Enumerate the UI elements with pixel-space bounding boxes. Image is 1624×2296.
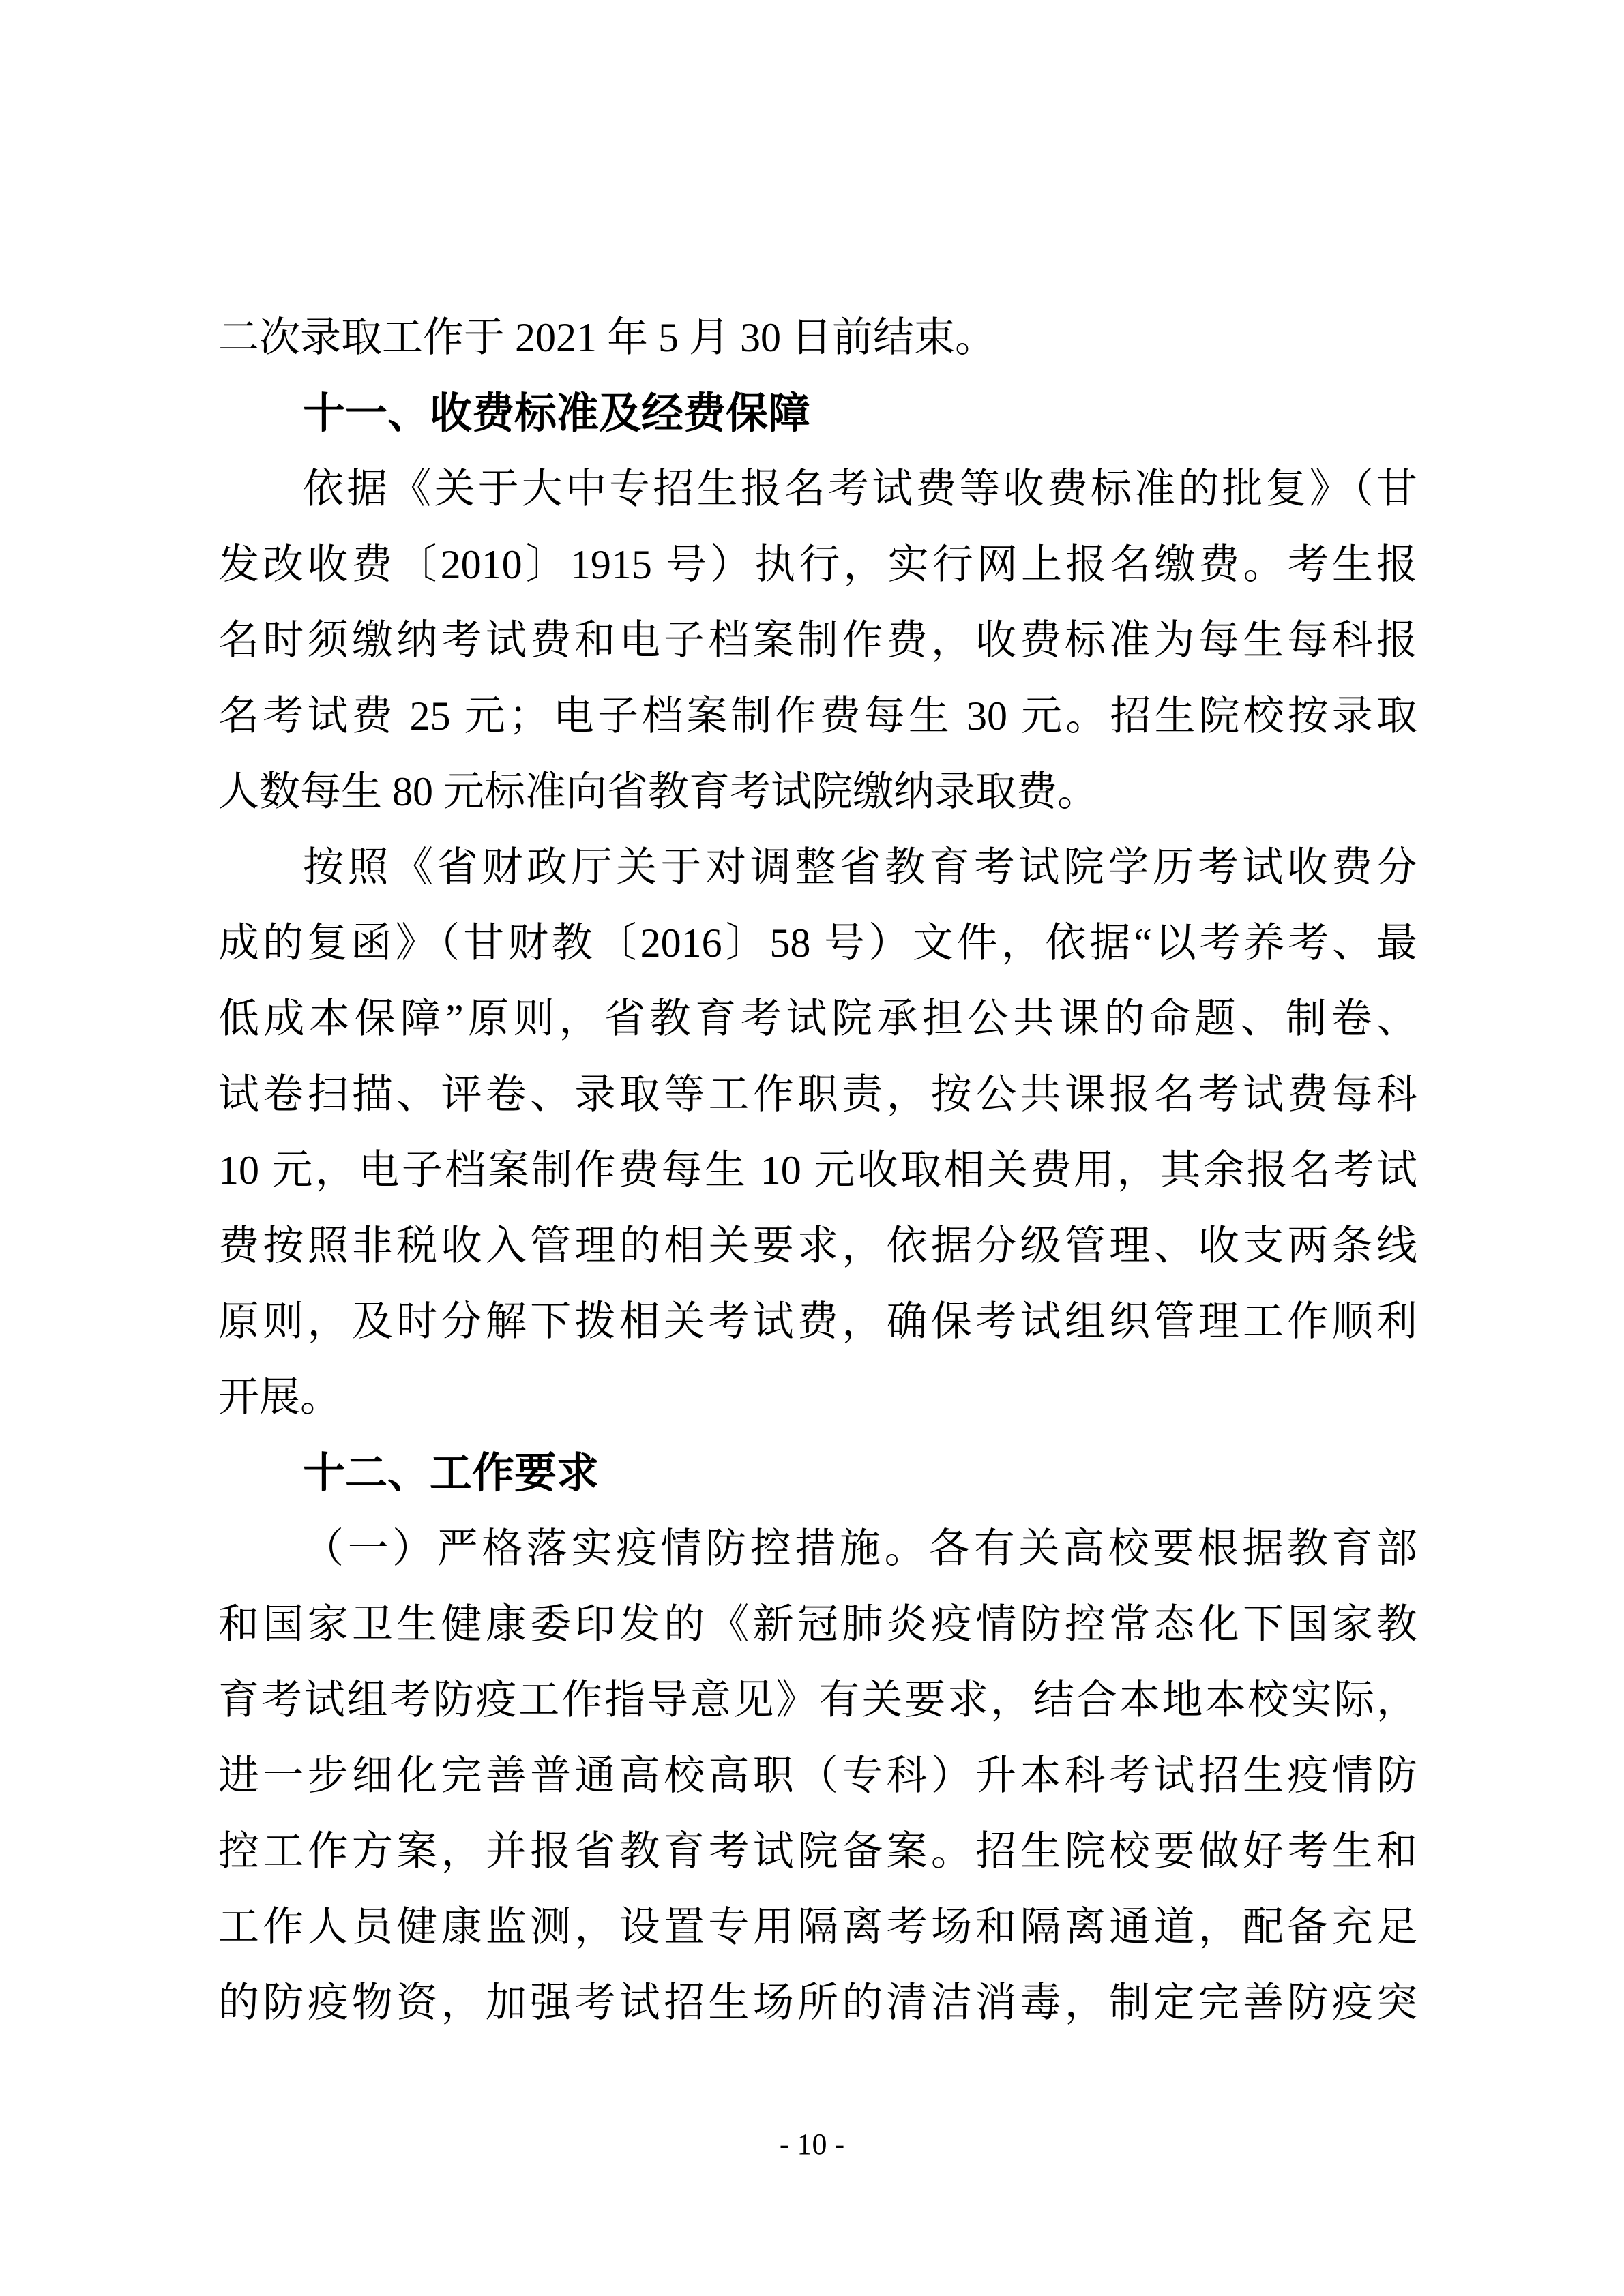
body-line: 和国家卫生健康委印发的《新冠肺炎疫情防控常态化下国家教 — [218, 1602, 1417, 1647]
body-line: 原则，及时分解下拨相关考试费，确保考试组织管理工作顺利 — [218, 1299, 1417, 1344]
body-line: （一）严格落实疫情防控措施。各有关高校要根据教育部 — [303, 1526, 1417, 1571]
body-line: 开展。 — [218, 1375, 341, 1420]
document-body — [218, 300, 1417, 2041]
body-line: 的防疫物资，加强考试招生场所的清洁消毒，制定完善防疫突 — [218, 1980, 1417, 2025]
body-line: 二次录取工作于 2021 年 5 月 30 日前结束。 — [218, 315, 996, 360]
body-line: 费按照非税收入管理的相关要求，依据分级管理、收支两条线 — [218, 1223, 1417, 1268]
body-line: 名时须缴纳考试费和电子档案制作费，收费标准为每生每科报 — [218, 618, 1417, 663]
body-line: 试卷扫描、评卷、录取等工作职责，按公共课报名考试费每科 — [218, 1072, 1417, 1117]
body-line: 成的复函》（甘财教〔2016〕58 号）文件，依据“以考养考、最 — [218, 921, 1417, 966]
body-line: 10 元，电子档案制作费每生 10 元收取相关费用，其余报名考试 — [218, 1148, 1417, 1193]
body-line: 育考试组考防疫工作指导意见》有关要求，结合本地本校实际， — [218, 1678, 1417, 1723]
body-line: 低成本保障”原则，省教育考试院承担公共课的命题、制卷、 — [218, 996, 1417, 1041]
section-heading-11: 十一、收费标准及经费保障 — [303, 390, 811, 437]
body-line: 依据《关于大中专招生报名考试费等收费标准的批复》（甘 — [303, 466, 1417, 511]
body-line: 控工作方案，并报省教育考试院备案。招生院校要做好考生和 — [218, 1829, 1417, 1874]
body-line: 名考试费 25 元；电子档案制作费每生 30 元。招生院校按录取 — [218, 694, 1417, 739]
body-line: 人数每生 80 元标准向省教育考试院缴纳录取费。 — [218, 769, 1098, 814]
body-line: 工作人员健康监测，设置专用隔离考场和隔离通道，配备充足 — [218, 1905, 1417, 1950]
body-line: 发改收费〔2010〕1915 号）执行，实行网上报名缴费。考生报 — [218, 542, 1417, 587]
page-number: - 10 - — [779, 2128, 845, 2161]
body-line: 按照《省财政厅关于对调整省教育考试院学历考试收费分 — [303, 845, 1417, 890]
section-heading-12: 十二、工作要求 — [303, 1450, 600, 1497]
body-line: 进一步细化完善普通高校高职（专科）升本科考试招生疫情防 — [218, 1753, 1417, 1798]
